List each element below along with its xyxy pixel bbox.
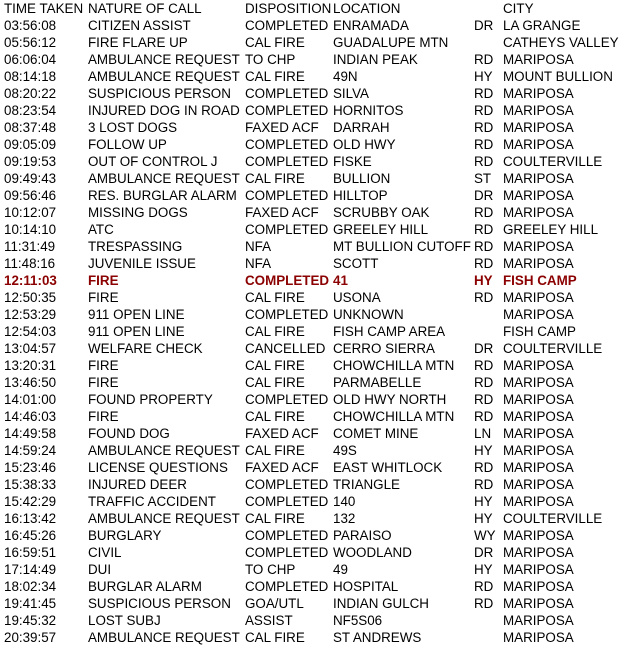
cell-nature: LOST SUBJ <box>88 613 161 628</box>
cell-nature: FIRE <box>88 358 119 373</box>
cell-location: HILLTOP <box>333 188 388 203</box>
cell-suffix: RD <box>474 596 494 611</box>
cell-suffix: RD <box>474 477 494 492</box>
cell-time: 12:53:29 <box>4 307 57 322</box>
cell-location: INDIAN PEAK <box>333 52 418 67</box>
table-row <box>0 544 624 561</box>
cell-disposition: CAL FIRE <box>245 35 305 50</box>
table-row <box>0 595 624 612</box>
cell-time: 16:45:26 <box>4 528 57 543</box>
cell-nature: FOLLOW UP <box>88 137 167 152</box>
table-row <box>0 255 624 272</box>
cell-city: MARIPOSA <box>503 460 574 475</box>
cell-nature: FIRE <box>88 290 119 305</box>
cell-location: PARMABELLE <box>333 375 422 390</box>
table-row <box>0 561 624 578</box>
cell-suffix: RD <box>474 579 494 594</box>
table-row <box>0 85 624 102</box>
cell-city: CATHEYS VALLEY <box>503 35 619 50</box>
cell-location: INDIAN GULCH <box>333 596 429 611</box>
cell-location: GREELEY HILL <box>333 222 429 237</box>
cell-nature: OUT OF CONTROL J <box>88 154 218 169</box>
header-city: CITY <box>503 1 534 16</box>
cell-suffix: RD <box>474 103 494 118</box>
cell-disposition: COMPLETED <box>245 18 329 33</box>
cell-nature: AMBULANCE REQUEST <box>88 69 240 84</box>
cell-city: MARIPOSA <box>503 86 574 101</box>
cell-location: SILVA <box>333 86 369 101</box>
cell-time: 11:31:49 <box>4 239 56 254</box>
header-nature: NATURE OF CALL <box>88 1 202 16</box>
cell-suffix: RD <box>474 375 494 390</box>
cell-disposition: CAL FIRE <box>245 375 305 390</box>
cell-nature: TRESPASSING <box>88 239 183 254</box>
cell-nature: FIRE FLARE UP <box>88 35 188 50</box>
table-row <box>0 119 624 136</box>
table-row <box>0 51 624 68</box>
cell-time: 12:11:03 <box>4 273 57 288</box>
cell-city: MARIPOSA <box>503 137 574 152</box>
cell-location: ST ANDREWS <box>333 630 422 645</box>
cell-time: 15:42:29 <box>4 494 57 509</box>
cell-nature: FIRE <box>88 375 119 390</box>
table-row <box>0 136 624 153</box>
cell-disposition: NFA <box>245 239 272 254</box>
table-row <box>0 272 624 289</box>
table-row <box>0 612 624 629</box>
cell-time: 15:38:33 <box>4 477 57 492</box>
cell-time: 09:19:53 <box>4 154 57 169</box>
cell-suffix: RD <box>474 205 494 220</box>
cell-time: 20:39:57 <box>4 630 57 645</box>
cell-disposition: CAL FIRE <box>245 443 305 458</box>
cell-time: 13:46:50 <box>4 375 57 390</box>
cell-city: MARIPOSA <box>503 392 574 407</box>
cell-city: MARIPOSA <box>503 205 574 220</box>
cell-nature: SUSPICIOUS PERSON <box>88 596 231 611</box>
cell-time: 08:14:18 <box>4 69 57 84</box>
table-row <box>0 578 624 595</box>
table-row <box>0 459 624 476</box>
cell-disposition: FAXED ACF <box>245 460 319 475</box>
cell-location: 49N <box>333 69 358 84</box>
cell-time: 08:37:48 <box>4 120 57 135</box>
cell-location: 49S <box>333 443 357 458</box>
table-row <box>0 170 624 187</box>
cell-disposition: COMPLETED <box>245 477 329 492</box>
cell-time: 12:50:35 <box>4 290 57 305</box>
cell-disposition: CAL FIRE <box>245 358 305 373</box>
cell-suffix: RD <box>474 392 494 407</box>
cell-disposition: CAL FIRE <box>245 324 305 339</box>
cell-disposition: FAXED ACF <box>245 205 319 220</box>
cell-disposition: FAXED ACF <box>245 120 319 135</box>
cell-nature: FIRE <box>88 409 119 424</box>
cell-nature: FOUND DOG <box>88 426 170 441</box>
cell-location: 140 <box>333 494 356 509</box>
cell-nature: FIRE <box>88 273 119 288</box>
cell-time: 09:56:46 <box>4 188 57 203</box>
cell-suffix: RD <box>474 120 494 135</box>
cell-location: UNKNOWN <box>333 307 404 322</box>
cell-time: 18:02:34 <box>4 579 57 594</box>
cell-disposition: COMPLETED <box>245 154 329 169</box>
cell-suffix: RD <box>474 256 494 271</box>
cell-location: PARAISO <box>333 528 392 543</box>
cell-nature: 911 OPEN LINE <box>88 324 185 339</box>
cell-city: MARIPOSA <box>503 613 574 628</box>
cell-disposition: COMPLETED <box>245 545 329 560</box>
cell-disposition: GOA/UTL <box>245 596 304 611</box>
cell-city: MARIPOSA <box>503 52 574 67</box>
cell-location: FISKE <box>333 154 372 169</box>
cell-nature: AMBULANCE REQUEST <box>88 511 240 526</box>
cell-location: SCRUBBY OAK <box>333 205 430 220</box>
cell-city: MARIPOSA <box>503 120 574 135</box>
table-row <box>0 340 624 357</box>
cell-time: 14:59:24 <box>4 443 57 458</box>
cell-nature: INJURED DOG IN ROAD <box>88 103 240 118</box>
table-row <box>0 442 624 459</box>
cell-city: COULTERVILLE <box>503 154 603 169</box>
cell-disposition: CAL FIRE <box>245 171 305 186</box>
cell-city: MARIPOSA <box>503 579 574 594</box>
cell-location: GUADALUPE MTN <box>333 35 449 50</box>
cell-nature: ATC <box>88 222 114 237</box>
cell-suffix: DR <box>474 18 494 33</box>
cell-location: CHOWCHILLA MTN <box>333 409 455 424</box>
cell-suffix: RD <box>474 239 494 254</box>
cell-location: SCOTT <box>333 256 379 271</box>
cell-nature: CITIZEN ASSIST <box>88 18 191 33</box>
cell-city: GREELEY HILL <box>503 222 599 237</box>
cell-city: LA GRANGE <box>503 18 581 33</box>
cell-suffix: RD <box>474 52 494 67</box>
cell-time: 19:41:45 <box>4 596 57 611</box>
cell-city: MARIPOSA <box>503 375 574 390</box>
cell-suffix: RD <box>474 460 494 475</box>
cell-time: 10:14:10 <box>4 222 57 237</box>
cell-nature: DUI <box>88 562 112 577</box>
table-row <box>0 221 624 238</box>
cell-time: 06:06:04 <box>4 52 57 67</box>
table-row <box>0 510 624 527</box>
cell-time: 16:13:42 <box>4 511 57 526</box>
cell-suffix: ST <box>474 171 492 186</box>
cell-nature: AMBULANCE REQUEST <box>88 52 240 67</box>
cell-city: COULTERVILLE <box>503 341 603 356</box>
table-row <box>0 323 624 340</box>
cell-location: 41 <box>333 273 348 288</box>
cell-time: 13:04:57 <box>4 341 57 356</box>
cell-disposition: COMPLETED <box>245 494 329 509</box>
cell-disposition: NFA <box>245 256 272 271</box>
cell-location: MT BULLION CUTOFF <box>333 239 471 254</box>
cell-nature: AMBULANCE REQUEST <box>88 443 240 458</box>
cell-nature: BURGLAR ALARM <box>88 579 202 594</box>
cell-location: TRIANGLE <box>333 477 400 492</box>
cell-nature: WELFARE CHECK <box>88 341 203 356</box>
cell-suffix: HY <box>474 494 493 509</box>
cell-suffix: WY <box>474 528 496 543</box>
cell-disposition: COMPLETED <box>245 528 329 543</box>
cell-disposition: COMPLETED <box>245 222 329 237</box>
cell-time: 14:46:03 <box>4 409 57 424</box>
cell-disposition: COMPLETED <box>245 137 329 152</box>
cell-city: MARIPOSA <box>503 239 574 254</box>
cell-city: MARIPOSA <box>503 477 574 492</box>
cell-city: MARIPOSA <box>503 596 574 611</box>
cell-location: ENRAMADA <box>333 18 409 33</box>
cell-location: USONA <box>333 290 381 305</box>
table-row <box>0 493 624 510</box>
cell-time: 14:49:58 <box>4 426 57 441</box>
cell-city: MARIPOSA <box>503 562 574 577</box>
cell-disposition: CANCELLED <box>245 341 326 356</box>
cell-disposition: ASSIST <box>245 613 293 628</box>
cell-nature: LICENSE QUESTIONS <box>88 460 228 475</box>
cell-city: MARIPOSA <box>503 528 574 543</box>
table-row <box>0 17 624 34</box>
cell-time: 09:49:43 <box>4 171 57 186</box>
cell-city: FISH CAMP <box>503 273 577 288</box>
cell-suffix: RD <box>474 137 494 152</box>
cell-nature: SUSPICIOUS PERSON <box>88 86 231 101</box>
cell-time: 14:01:00 <box>4 392 57 407</box>
table-row <box>0 357 624 374</box>
cell-time: 08:23:54 <box>4 103 57 118</box>
cell-location: COMET MINE <box>333 426 419 441</box>
cell-suffix: RD <box>474 222 494 237</box>
cell-disposition: CAL FIRE <box>245 290 305 305</box>
cell-disposition: CAL FIRE <box>245 409 305 424</box>
cell-location: CERRO SIERRA <box>333 341 435 356</box>
header-location: LOCATION <box>333 1 401 16</box>
cell-suffix: DR <box>474 545 494 560</box>
cell-suffix: RD <box>474 154 494 169</box>
table-row <box>0 306 624 323</box>
cell-location: BULLION <box>333 171 391 186</box>
cell-city: MARIPOSA <box>503 256 574 271</box>
cell-city: MARIPOSA <box>503 290 574 305</box>
cell-location: OLD HWY <box>333 137 396 152</box>
cell-city: FISH CAMP <box>503 324 576 339</box>
cell-time: 09:05:09 <box>4 137 57 152</box>
table-row <box>0 425 624 442</box>
table-row <box>0 34 624 51</box>
cell-disposition: COMPLETED <box>245 307 329 322</box>
cell-time: 19:45:32 <box>4 613 57 628</box>
table-row <box>0 476 624 493</box>
cell-location: HOSPITAL <box>333 579 399 594</box>
cell-suffix: HY <box>474 69 493 84</box>
cell-location: 132 <box>333 511 356 526</box>
cell-suffix: RD <box>474 409 494 424</box>
cell-city: MARIPOSA <box>503 545 574 560</box>
cell-city: MOUNT BULLION <box>503 69 613 84</box>
header-row <box>0 0 624 17</box>
cell-time: 11:48:16 <box>4 256 56 271</box>
cell-city: COULTERVILLE <box>503 511 603 526</box>
cell-nature: CIVIL <box>88 545 122 560</box>
table-row <box>0 408 624 425</box>
table-row <box>0 391 624 408</box>
cell-city: MARIPOSA <box>503 443 574 458</box>
cell-nature: AMBULANCE REQUEST <box>88 630 240 645</box>
cell-time: 10:12:07 <box>4 205 57 220</box>
table-row <box>0 374 624 391</box>
cell-disposition: CAL FIRE <box>245 69 305 84</box>
cell-suffix: DR <box>474 188 494 203</box>
cell-nature: FOUND PROPERTY <box>88 392 213 407</box>
cell-disposition: COMPLETED <box>245 579 329 594</box>
table-row <box>0 289 624 306</box>
cell-suffix: HY <box>474 273 493 288</box>
table-row <box>0 68 624 85</box>
cell-time: 16:59:51 <box>4 545 57 560</box>
cell-suffix: RD <box>474 358 494 373</box>
cell-nature: RES. BURGLAR ALARM <box>88 188 237 203</box>
cell-time: 08:20:22 <box>4 86 57 101</box>
cell-city: MARIPOSA <box>503 426 574 441</box>
cell-time: 13:20:31 <box>4 358 57 373</box>
cell-suffix: DR <box>474 341 494 356</box>
cell-time: 03:56:08 <box>4 18 57 33</box>
cell-suffix: HY <box>474 562 493 577</box>
table-row <box>0 238 624 255</box>
cell-location: EAST WHITLOCK <box>333 460 443 475</box>
cell-nature: 3 LOST DOGS <box>88 120 178 135</box>
cell-city: MARIPOSA <box>503 103 574 118</box>
cell-city: MARIPOSA <box>503 358 574 373</box>
table-row <box>0 102 624 119</box>
cell-disposition: CAL FIRE <box>245 630 305 645</box>
cell-disposition: COMPLETED <box>245 273 330 288</box>
cell-disposition: COMPLETED <box>245 188 329 203</box>
cell-location: DARRAH <box>333 120 390 135</box>
cell-nature: MISSING DOGS <box>88 205 188 220</box>
cell-city: MARIPOSA <box>503 307 574 322</box>
cell-disposition: COMPLETED <box>245 86 329 101</box>
table-row <box>0 153 624 170</box>
cell-nature: INJURED DEER <box>88 477 187 492</box>
cell-nature: AMBULANCE REQUEST <box>88 171 240 186</box>
cell-time: 17:14:49 <box>4 562 57 577</box>
cell-nature: TRAFFIC ACCIDENT <box>88 494 216 509</box>
cell-disposition: FAXED ACF <box>245 426 319 441</box>
cell-location: 49 <box>333 562 348 577</box>
cell-city: MARIPOSA <box>503 494 574 509</box>
cell-location: HORNITOS <box>333 103 404 118</box>
cell-suffix: LN <box>474 426 492 441</box>
cell-nature: 911 OPEN LINE <box>88 307 185 322</box>
cell-location: OLD HWY NORTH <box>333 392 447 407</box>
table-row <box>0 204 624 221</box>
cell-time: 15:23:46 <box>4 460 57 475</box>
header-time: TIME TAKEN <box>4 1 84 16</box>
cell-location: FISH CAMP AREA <box>333 324 446 339</box>
cell-city: MARIPOSA <box>503 630 574 645</box>
cell-suffix: HY <box>474 443 493 458</box>
cell-location: NF5S06 <box>333 613 383 628</box>
cell-time: 12:54:03 <box>4 324 57 339</box>
cell-disposition: COMPLETED <box>245 392 329 407</box>
cell-location: WOODLAND <box>333 545 412 560</box>
cell-location: CHOWCHILLA MTN <box>333 358 455 373</box>
cell-city: MARIPOSA <box>503 188 574 203</box>
cell-suffix: RD <box>474 290 494 305</box>
cell-city: MARIPOSA <box>503 171 574 186</box>
cell-disposition: TO CHP <box>245 52 296 67</box>
header-disposition: DISPOSITION <box>245 1 332 16</box>
table-row <box>0 187 624 204</box>
table-row <box>0 527 624 544</box>
cell-disposition: TO CHP <box>245 562 296 577</box>
table-row <box>0 629 624 646</box>
cell-time: 05:56:12 <box>4 35 57 50</box>
cell-suffix: RD <box>474 86 494 101</box>
cell-suffix: HY <box>474 511 493 526</box>
cell-city: MARIPOSA <box>503 409 574 424</box>
cell-nature: JUVENILE ISSUE <box>88 256 196 271</box>
cell-disposition: COMPLETED <box>245 103 329 118</box>
cell-nature: BURGLARY <box>88 528 162 543</box>
cell-disposition: CAL FIRE <box>245 511 305 526</box>
